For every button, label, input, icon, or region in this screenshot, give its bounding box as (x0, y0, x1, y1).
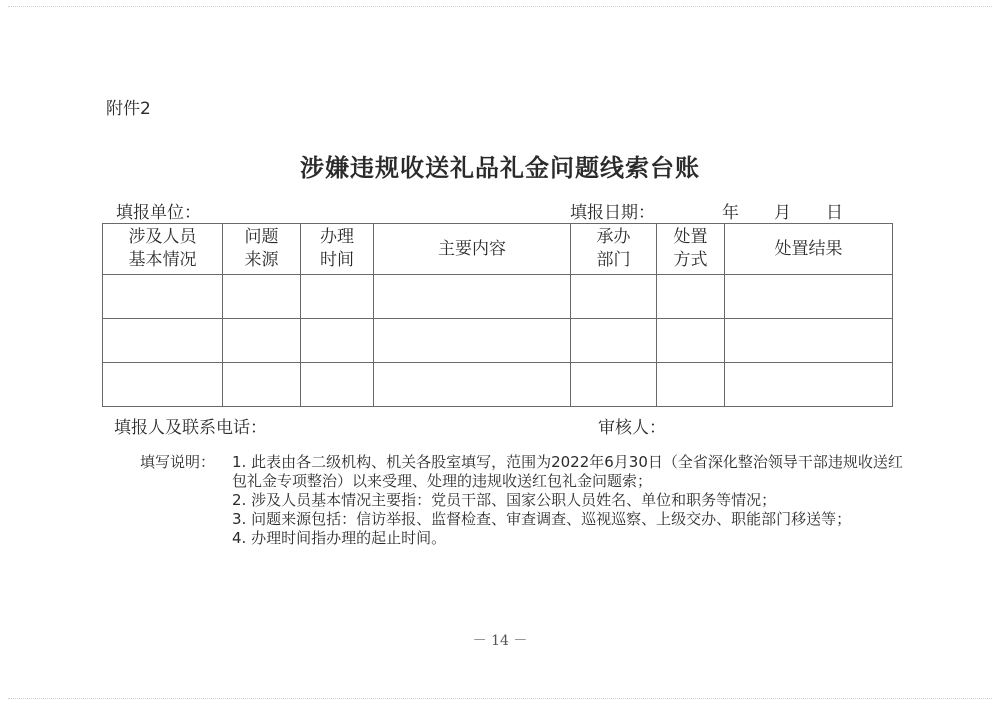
table-cell[interactable] (301, 363, 374, 407)
header-text: 时间 (320, 250, 354, 270)
header-text: 来源 (244, 250, 279, 270)
table-cell[interactable] (657, 319, 725, 363)
instruction-item: 1. 此表由各二级机构、机关各股室填写，范围为2022年6月30日（全省深化整治领导干部违规收送红包礼金专项整治）以来受理、处理的违规收送红包礼金问题索； (232, 453, 903, 490)
table-cell[interactable] (725, 319, 893, 363)
header-text: 处置 (673, 227, 708, 247)
year-unit: 年 (722, 203, 739, 223)
header-disposal-result (725, 224, 893, 275)
header-text: 基本情况 (128, 250, 197, 270)
table-cell[interactable] (657, 363, 725, 407)
attachment-label: 附件2 (106, 99, 151, 119)
top-edge-rule (8, 6, 992, 7)
reporting-date-label: 填报日期： (570, 203, 655, 223)
table-row (103, 275, 893, 319)
header-text: 主要内容 (438, 238, 506, 259)
clue-ledger-table (102, 223, 893, 407)
instructions-label: 填写说明： (140, 453, 216, 471)
header-source (223, 224, 301, 275)
table-cell[interactable] (374, 363, 571, 407)
table-cell[interactable] (223, 363, 301, 407)
table-row (103, 363, 893, 407)
table-row (103, 319, 893, 363)
table-cell[interactable] (725, 363, 893, 407)
table-cell[interactable] (301, 319, 374, 363)
table-cell[interactable] (103, 363, 223, 407)
instructions-list (232, 453, 912, 548)
table-cell[interactable] (103, 319, 223, 363)
header-text: 问题 (244, 227, 279, 247)
page-number: － 14 － (472, 633, 528, 649)
table-cell[interactable] (374, 275, 571, 319)
header-text: 办理 (320, 227, 354, 247)
reporting-unit-label: 填报单位： (116, 203, 201, 223)
header-text: 方式 (673, 250, 708, 270)
header-text: 涉及人员 (128, 227, 197, 247)
table-cell[interactable] (103, 275, 223, 319)
reviewer-label: 审核人： (598, 418, 666, 438)
table-cell[interactable] (571, 275, 657, 319)
header-text: 部门 (596, 250, 631, 270)
reporter-contact-label: 填报人及联系电话： (114, 418, 267, 438)
document-title: 涉嫌违规收送礼品礼金问题线索台账 (300, 153, 700, 182)
month-unit: 月 (774, 203, 791, 223)
header-main-content (374, 224, 571, 275)
header-person-info (103, 224, 223, 275)
instruction-item: 3. 问题来源包括：信访举报、监督检查、审查调查、巡视巡察、上级交办、职能部门移送等； (232, 510, 852, 528)
table-cell[interactable] (223, 319, 301, 363)
table-cell[interactable] (301, 275, 374, 319)
table-cell[interactable] (571, 363, 657, 407)
header-disposal-method (657, 224, 725, 275)
instruction-item: 4. 办理时间指办理的起止时间。 (232, 529, 447, 547)
table-header-row (103, 224, 893, 275)
table-cell[interactable] (374, 319, 571, 363)
bottom-edge-rule (8, 698, 992, 699)
header-text: 处置结果 (774, 238, 843, 259)
table-cell[interactable] (725, 275, 893, 319)
header-handling-time (301, 224, 374, 275)
header-handling-dept (571, 224, 657, 275)
day-unit: 日 (826, 203, 843, 223)
instruction-item: 2. 涉及人员基本情况主要指：党员干部、国家公职人员姓名、单位和职务等情况； (232, 491, 777, 509)
header-text: 承办 (596, 227, 631, 247)
table-cell[interactable] (571, 319, 657, 363)
table-cell[interactable] (223, 275, 301, 319)
table-cell[interactable] (657, 275, 725, 319)
